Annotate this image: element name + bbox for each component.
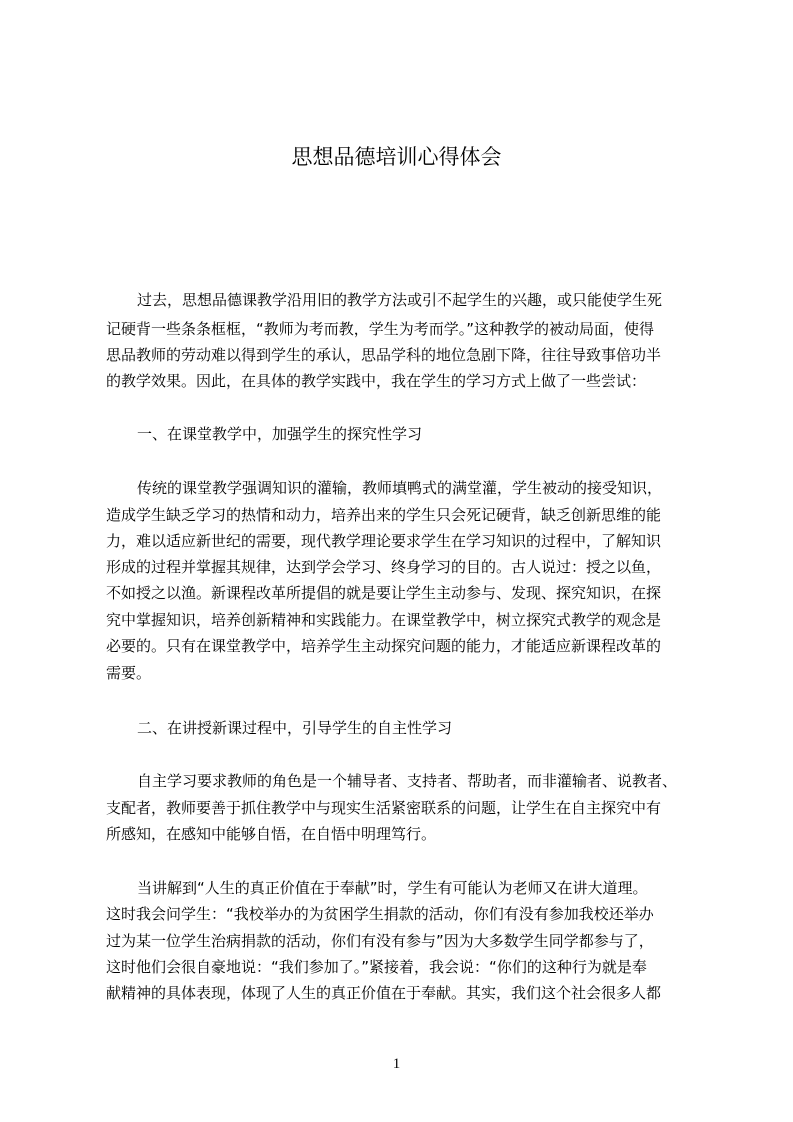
section-1-line-8: 需要。 bbox=[106, 664, 152, 682]
intro-line-1: 过去，思想品德课教学沿用旧的教学方法或引不起学生的兴趣，或只能使学生死 bbox=[137, 291, 663, 309]
section-2-line-2: 支配者，教师要善于抓住教学中与现实生活紧密联系的问题，让学生在自主探究中有 bbox=[106, 799, 662, 817]
paragraph-4-line-4: 这时他们会很自豪地说：“我们参加了。”紧接着，我会说：“你们的这种行为就是奉 bbox=[106, 958, 647, 976]
paragraph-4-line-3: 过为某一位学生治病捐款的活动，你们有没有参与”因为大多数学生同学都参与了， bbox=[106, 932, 654, 950]
section-1-line-1: 传统的课堂教学强调知识的灌输，教师填鸭式的满堂灌，学生被动的接受知识， bbox=[137, 479, 663, 497]
section-1-line-5: 不如授之以渔。新课程改革所提倡的就是要让学生主动参与、发现、探究知识，在探 bbox=[106, 584, 662, 602]
section-1-line-7: 必要的。只有在课堂教学中，培养学生主动探究问题的能力，才能适应新课程改革的 bbox=[106, 637, 662, 655]
paragraph-4-line-2: 这时我会问学生：“我校举办的为贫困学生捐款的活动，你们有没有参加我校还举办 bbox=[106, 905, 654, 923]
paragraph-4-line-5: 献精神的具体表现，体现了人生的真正价值在于奉献。其实，我们这个社会很多人都 bbox=[106, 984, 662, 1002]
section-2-heading: 二、在讲授新课过程中，引导学生的自主性学习 bbox=[137, 719, 453, 737]
intro-line-3: 思品教师的劳动难以得到学生的承认，思品学科的地位急剧下降，往往导致事倍功半 bbox=[106, 346, 662, 364]
section-1-line-4: 形成的过程并掌握其规律，达到学会学习、终身学习的目的。古人说过：授之以鱼， bbox=[106, 558, 662, 576]
paragraph-4-line-1: 当讲解到“人生的真正价值在于奉献”时，学生有可能认为老师又在讲大道理。 bbox=[137, 879, 648, 897]
section-1-line-2: 造成学生缺乏学习的热情和动力，培养出来的学生只会死记硬背，缺乏创新思维的能 bbox=[106, 506, 662, 524]
intro-line-2: 记硬背一些条条框框，“教师为考而教，学生为考而学。”这种教学的被动局面，使得 bbox=[106, 320, 655, 338]
section-2-line-1: 自主学习要求教师的角色是一个辅导者、支持者、帮助者，而非灌输者、说教者、 bbox=[137, 772, 678, 790]
section-2-line-3: 所感知，在感知中能够自悟，在自悟中明理笃行。 bbox=[106, 825, 437, 843]
document-title: 思想品德培训心得体会 bbox=[291, 145, 502, 169]
page-number: 1 bbox=[392, 1056, 401, 1072]
section-1-line-3: 力，难以适应新世纪的需要，现代教学理论要求学生在学习知识的过程中，了解知识 bbox=[106, 532, 662, 550]
intro-line-4: 的教学效果。因此，在具体的教学实践中，我在学生的学习方式上做了一些尝试： bbox=[106, 372, 647, 390]
section-1-line-6: 究中掌握知识，培养创新精神和实践能力。在课堂教学中，树立探究式教学的观念是 bbox=[106, 611, 662, 629]
section-1-heading: 一、在课堂教学中，加强学生的探究性学习 bbox=[137, 425, 423, 443]
